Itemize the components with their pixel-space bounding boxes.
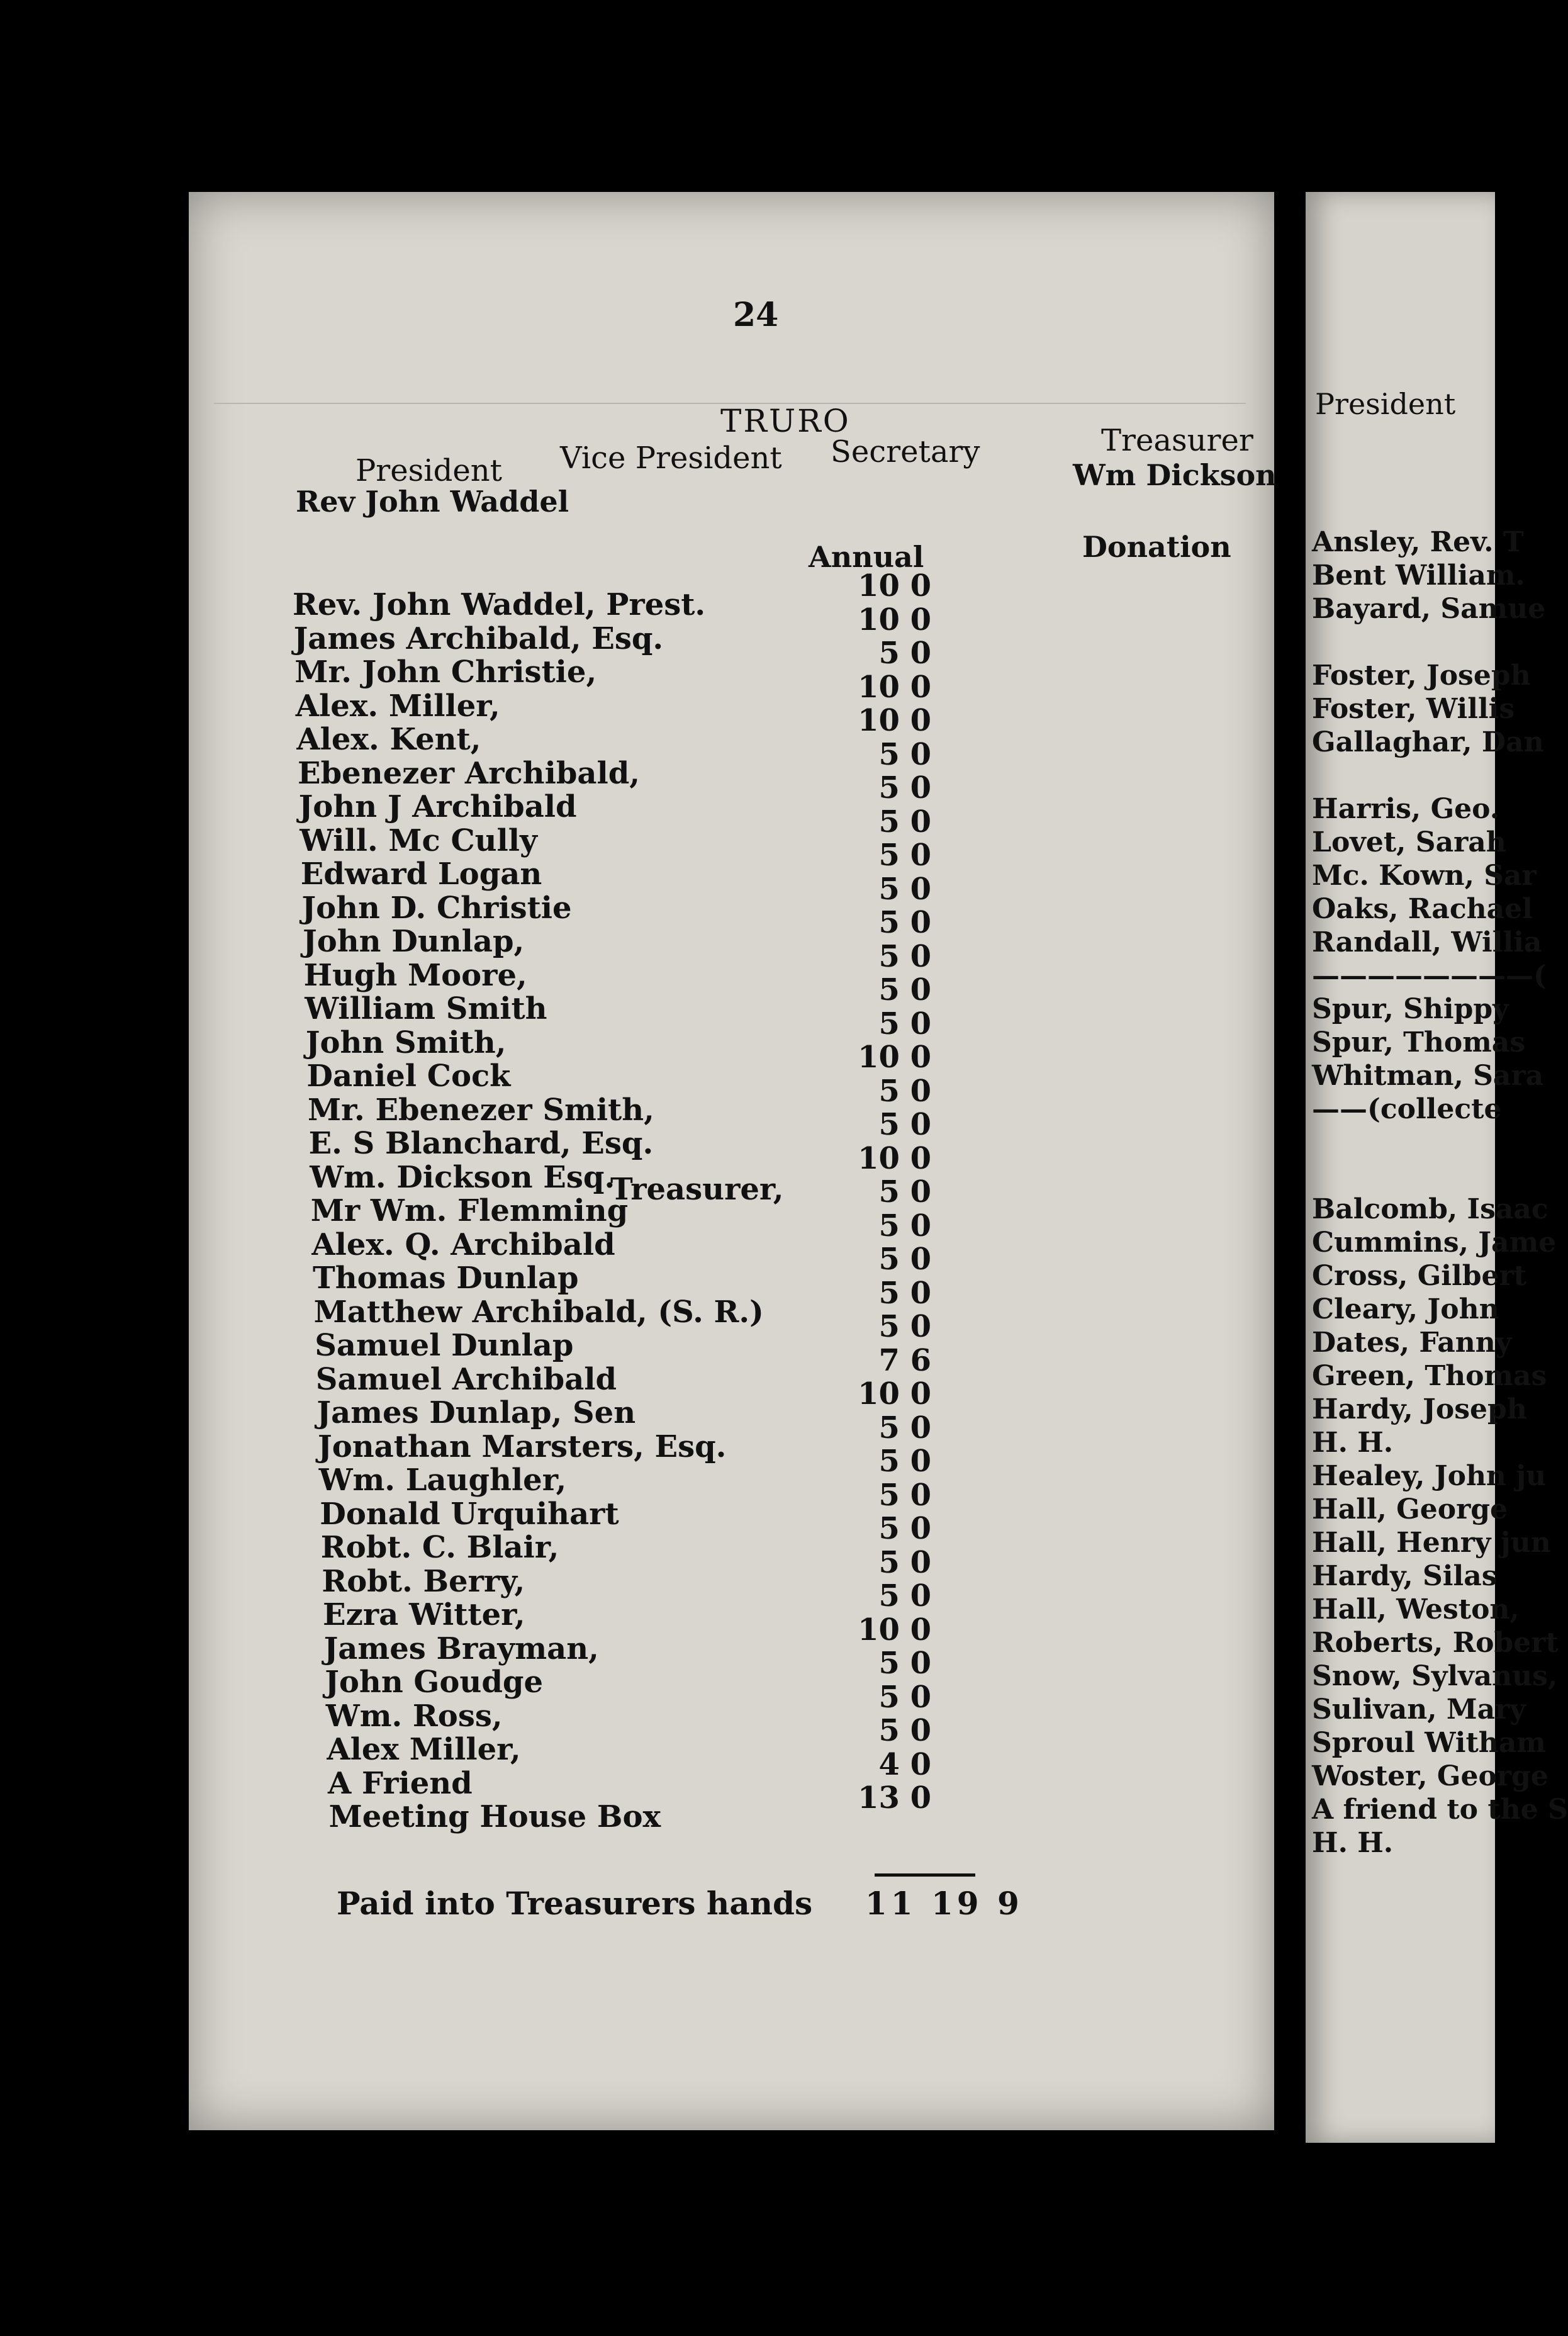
right-page-name: Oaks, Rachael xyxy=(1312,893,1533,925)
subscriber-name: Meeting House Box xyxy=(328,1799,661,1834)
subscriber-amount: 7 6 xyxy=(878,1342,931,1378)
subscriber-name: Mr Wm. Flemming xyxy=(310,1193,629,1228)
subscriber-name: Hugh Moore, xyxy=(303,957,527,993)
right-page-name: Harris, Geo. xyxy=(1312,793,1500,825)
subscriber-amount: 5 0 xyxy=(878,1410,931,1446)
right-page-name: Whitman, Sara xyxy=(1312,1060,1544,1092)
subscriber-name: Edward Logan xyxy=(300,856,542,892)
right-page-name xyxy=(1312,1126,1568,1159)
subscriber-name: Alex Miller, xyxy=(327,1732,521,1767)
right-page-name: Foster, Joseph xyxy=(1312,660,1531,692)
subscriber-amount: 5 0 xyxy=(878,1679,931,1715)
subscriber-name: John Goudge xyxy=(325,1665,543,1700)
right-page-name: Hardy, Silas xyxy=(1312,1560,1498,1592)
subscriber-name: Wm. Ross, xyxy=(325,1698,503,1734)
subscriber-amount: 5 0 xyxy=(878,1242,931,1277)
subscriber-name: Alex. Q. Archibald xyxy=(311,1227,615,1262)
subscriber-amount: 5 0 xyxy=(878,1107,931,1142)
subscriber-amount: 5 0 xyxy=(878,1174,931,1210)
subscriber-amount: 10 0 xyxy=(858,1612,931,1648)
right-page-name: Hardy, Joseph xyxy=(1312,1393,1527,1425)
right-page-name xyxy=(1312,626,1568,659)
right-page-name: Spur, Thomas xyxy=(1312,1026,1526,1058)
right-page-name: Hall, George xyxy=(1312,1493,1508,1525)
subscriber-amount: 5 0 xyxy=(878,838,931,873)
right-page-name: Foster, Willis xyxy=(1312,693,1515,725)
subscriber-name: Thomas Dunlap xyxy=(313,1261,579,1296)
subscriber-amount: 5 0 xyxy=(878,905,931,940)
treasurer-note: Treasurer, xyxy=(610,1172,784,1207)
right-page-name: Sproul Witham xyxy=(1312,1727,1546,1759)
right-page-name: ————————( xyxy=(1312,960,1547,992)
right-page xyxy=(1306,192,1568,2143)
right-page-name-list xyxy=(1312,525,1568,1860)
subscriber-amount: 5 0 xyxy=(878,1208,931,1244)
total-label: Paid into Treasurers hands xyxy=(337,1885,813,1922)
treasurer-header: Treasurer xyxy=(1101,423,1253,458)
treasurer-name: Wm Dickson xyxy=(1073,458,1277,492)
right-page-name: Healey, John ju xyxy=(1312,1460,1547,1492)
right-page-name: Cleary, John xyxy=(1312,1293,1499,1325)
subscriber-name: Alex. Kent, xyxy=(296,722,481,757)
vice-president-header: Vice President xyxy=(560,441,782,476)
total-rule xyxy=(875,1873,975,1877)
right-page-name: ——(collecte xyxy=(1312,1093,1502,1125)
right-page-name: Randall, Willia xyxy=(1312,926,1542,958)
subscriber-amount: 10 0 xyxy=(858,669,931,705)
subscriber-amount: 5 0 xyxy=(878,1275,931,1311)
donation-column-header: Donation xyxy=(1082,530,1231,564)
subscriber-amount: 5 0 xyxy=(878,1511,931,1546)
subscriber-amount: 5 0 xyxy=(878,938,931,974)
right-page-name: Bent William. xyxy=(1312,559,1525,592)
subscriber-amount: 5 0 xyxy=(878,804,931,840)
subscriber-amount: 5 0 xyxy=(878,1073,931,1109)
secretary-header: Secretary xyxy=(831,434,980,469)
subscriber-name: John D. Christie xyxy=(301,890,572,926)
right-page-name: H. H. xyxy=(1312,1427,1394,1459)
subscriber-amount: 4 0 xyxy=(878,1746,931,1782)
right-page-name: Green, Thomas xyxy=(1312,1360,1547,1392)
subscriber-name: Robt. Berry, xyxy=(322,1563,525,1599)
page-number: 24 xyxy=(733,296,779,334)
subscriber-amount: 5 0 xyxy=(878,1309,931,1344)
subscriber-name: William Smith xyxy=(305,991,547,1026)
right-page-name: Hall, Weston, xyxy=(1312,1593,1520,1626)
subscriber-amount: 5 0 xyxy=(878,636,931,671)
subscriber-amount: 5 0 xyxy=(878,1713,931,1748)
subscriber-name: John J Archibald xyxy=(298,789,577,824)
subscriber-name: Ebenezer Archibald, xyxy=(298,755,640,791)
subscriber-name: Alex. Miller, xyxy=(295,688,500,724)
right-page-name: Snow, Sylvanus, xyxy=(1312,1660,1558,1692)
subscriber-name: Robt. C. Blair, xyxy=(320,1530,559,1565)
subscriber-amount: 13 0 xyxy=(858,1780,931,1816)
subscriber-name: Will. Mc Cully xyxy=(300,823,537,858)
right-page-name: Hall, Henry jun xyxy=(1312,1527,1551,1559)
subscriber-name: Rev. John Waddel, Prest. xyxy=(293,587,706,622)
right-page-name: Balcomb, Isaac xyxy=(1312,1193,1548,1225)
total-amount: 11 19 9 xyxy=(865,1885,1023,1922)
right-page-name: Cross, Gilbert xyxy=(1312,1260,1526,1292)
subscriber-amount: 5 0 xyxy=(878,1646,931,1681)
subscriber-name: Jonathan Marsters, Esq. xyxy=(318,1429,727,1464)
right-page-name: Dates, Fanny xyxy=(1312,1327,1512,1359)
subscriber-amount: 5 0 xyxy=(878,871,931,907)
subscriber-name: E. S Blanchard, Esq. xyxy=(308,1126,654,1161)
right-page-name: H. H. xyxy=(1312,1827,1394,1859)
subscriber-name: Mr. Ebenezer Smith, xyxy=(308,1092,654,1128)
right-page-name: Gallaghar, Dan xyxy=(1312,726,1544,758)
subscriber-name: Daniel Cock xyxy=(306,1058,511,1094)
subscriber-amount: 5 0 xyxy=(878,736,931,772)
subscriber-name: James Archibald, Esq. xyxy=(293,620,664,656)
subscriber-amount: 5 0 xyxy=(878,1477,931,1513)
subscriber-amount: 5 0 xyxy=(878,1544,931,1580)
right-page-name: A friend to the S xyxy=(1312,1794,1568,1826)
subscriber-amount: 10 0 xyxy=(858,1140,931,1176)
right-page-name: Lovet, Sarah xyxy=(1312,826,1506,858)
subscriber-amount: 10 0 xyxy=(858,602,931,637)
subscriber-name: Wm. Dickson Esq. xyxy=(310,1159,615,1195)
subscriber-amount: 10 0 xyxy=(858,1376,931,1412)
subscriber-name: John Dunlap, xyxy=(303,924,525,959)
subscriber-name-list xyxy=(293,587,764,1834)
subscriber-name: James Dunlap, Sen xyxy=(316,1395,636,1430)
subscriber-amount: 10 0 xyxy=(858,703,931,738)
right-page-name: Ansley, Rev. T xyxy=(1312,526,1524,558)
subscriber-name: James Brayman, xyxy=(323,1631,599,1666)
right-page-name: Roberts, Robert xyxy=(1312,1627,1559,1659)
subscriber-amount: 5 0 xyxy=(878,1006,931,1042)
president-name: Rev John Waddel xyxy=(296,485,569,519)
right-page-name xyxy=(1312,1159,1568,1193)
subscriber-amount: 5 0 xyxy=(878,770,931,806)
subscriber-amount: 10 0 xyxy=(858,568,931,604)
right-page-name: Sulivan, Mary xyxy=(1312,1693,1526,1726)
subscriber-name: Samuel Archibald xyxy=(315,1361,617,1397)
subscriber-amount: 5 0 xyxy=(878,1578,931,1614)
right-page-name xyxy=(1312,759,1568,792)
right-page-name: Spur, Shippy xyxy=(1312,993,1509,1025)
right-page-name: Mc. Kown, Sar xyxy=(1312,860,1537,892)
subscriber-name: John Smith, xyxy=(305,1025,507,1060)
subscriber-amount: 10 0 xyxy=(858,1040,931,1075)
subscriber-name: Wm. Laughler, xyxy=(318,1463,567,1498)
right-page-header: President xyxy=(1315,387,1456,421)
subscriber-amount: 5 0 xyxy=(878,1444,931,1479)
subscriber-name: Samuel Dunlap xyxy=(315,1328,574,1363)
right-page-name: Woster, George xyxy=(1312,1760,1548,1792)
subscriber-name: Donald Urquihart xyxy=(320,1496,619,1532)
town-title: TRURO xyxy=(720,403,851,439)
subscriber-name: Matthew Archibald, (S. R.) xyxy=(313,1294,764,1330)
subscriber-name: Ezra Witter, xyxy=(323,1597,525,1632)
subscriber-name: A Friend xyxy=(328,1765,473,1801)
subscriber-name: Mr. John Christie, xyxy=(294,654,597,690)
right-page-name: Bayard, Samue xyxy=(1312,593,1546,625)
subscriber-amount-list xyxy=(824,570,975,1816)
right-page-name: Cummins, Jame xyxy=(1312,1227,1557,1259)
annual-column-header: Annual xyxy=(809,540,924,574)
book-spine xyxy=(1274,189,1306,2146)
president-header: President xyxy=(356,453,502,488)
subscriber-amount: 5 0 xyxy=(878,972,931,1008)
